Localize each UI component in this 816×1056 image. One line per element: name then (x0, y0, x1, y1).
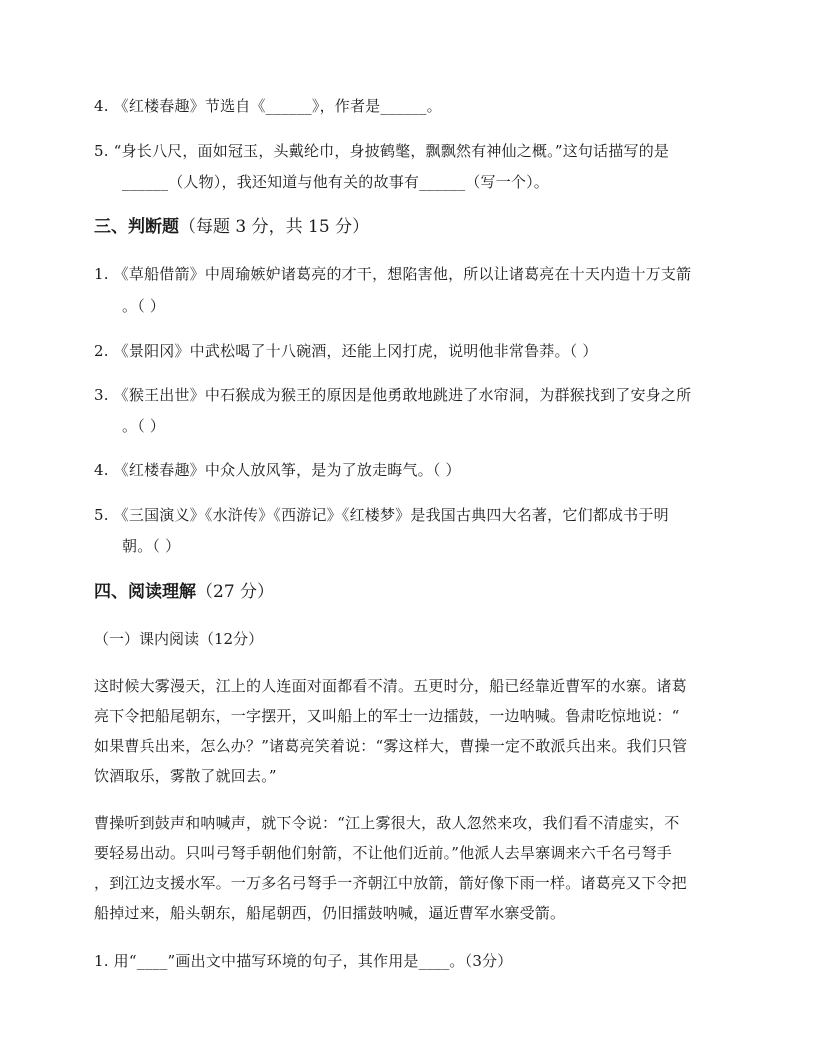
judge-question-5-line-2: 朝。（ ） (122, 537, 181, 555)
fill-question-5-line-2: ______（人物），我还知道与他有关的故事有______（写一个）。 (122, 173, 550, 191)
passage-1-line-4: 饮酒取乐，雾散了就回去。” (94, 767, 277, 785)
fill-question-5-line-1: 5. “身长八尺，面如冠玉，头戴纶巾，身披鹤氅，飘飘然有神仙之概。”这句话描写的是 (94, 142, 670, 160)
passage-1-line-1: 这时候大雾漫天，江上的人连面对面都看不清。五更时分，船已经靠近曹军的水寨。诸葛 (94, 677, 687, 695)
judge-question-3-line-1: 3. 《猴王出世》中石猴成为猴王的原因是他勇敢地跳进了水帘洞，为群猴找到了安身之所 (94, 386, 692, 404)
section-3-score: （每题 3 分，共 15 分） (179, 217, 370, 237)
passage-2-line-3: ，到江边支援水军。一万多名弓弩手一齐朝江中放箭，箭好像下雨一样。诸葛亮又下令把 (94, 874, 687, 892)
subsection-heading: （一）课内阅读（12分） (94, 630, 264, 648)
section-4-heading (94, 581, 274, 603)
passage-2-line-2: 要轻易出动。只叫弓弩手朝他们射箭，不让他们近前。”他派人去旱寨调来六千名弓弩手 (94, 844, 672, 862)
judge-question-4: 4. 《红楼春趣》中众人放风筝，是为了放走晦气。（ ） (94, 461, 461, 479)
judge-question-1-line-2: 。（ ） (122, 297, 166, 315)
fill-question-4: 4. 《红楼春趣》节选自《______》，作者是______。 (94, 97, 442, 115)
judge-question-5-line-1: 5. 《三国演义》《水浒传》《西游记》《红楼梦》是我国古典四大名著，它们都成书于明 (94, 506, 669, 524)
section-4-score: （27 分） (196, 582, 275, 602)
judge-question-3-line-2: 。（ ） (122, 417, 166, 435)
judge-question-2: 2. 《景阳冈》中武松喝了十八碗酒，还能上冈打虎，说明他非常鲁莽。（ ） (94, 342, 598, 360)
judge-question-1-line-1: 1. 《草船借箭》中周瑜嫉妒诸葛亮的才干，想陷害他，所以让诸葛亮在十天内造十万支箭 (94, 265, 692, 283)
passage-2-line-1: 曹操听到鼓声和呐喊声，就下令说：“江上雾很大，敌人忽然来攻，我们看不清虚实，不 (94, 814, 680, 832)
section-4-title: 四、阅读理解 (94, 582, 196, 602)
reading-question-1: 1. 用“____”画出文中描写环境的句子，其作用是____。（3分） (94, 952, 513, 970)
section-3-heading (94, 216, 369, 238)
passage-1-line-3: 如果曹兵出来，怎么办？”诸葛亮笑着说：“雾这样大，曹操一定不敢派兵出来。我们只管 (94, 737, 688, 755)
passage-2-line-4: 船掉过来，船头朝东，船尾朝西，仍旧擂鼓呐喊，逼近曹军水寨受箭。 (94, 904, 566, 922)
passage-1-line-2: 亮下令把船尾朝东，一字摆开，又叫船上的军士一边擂鼓，一边呐喊。鲁肃吃惊地说：“ (94, 707, 680, 725)
section-3-title: 三、判断题 (94, 217, 179, 237)
